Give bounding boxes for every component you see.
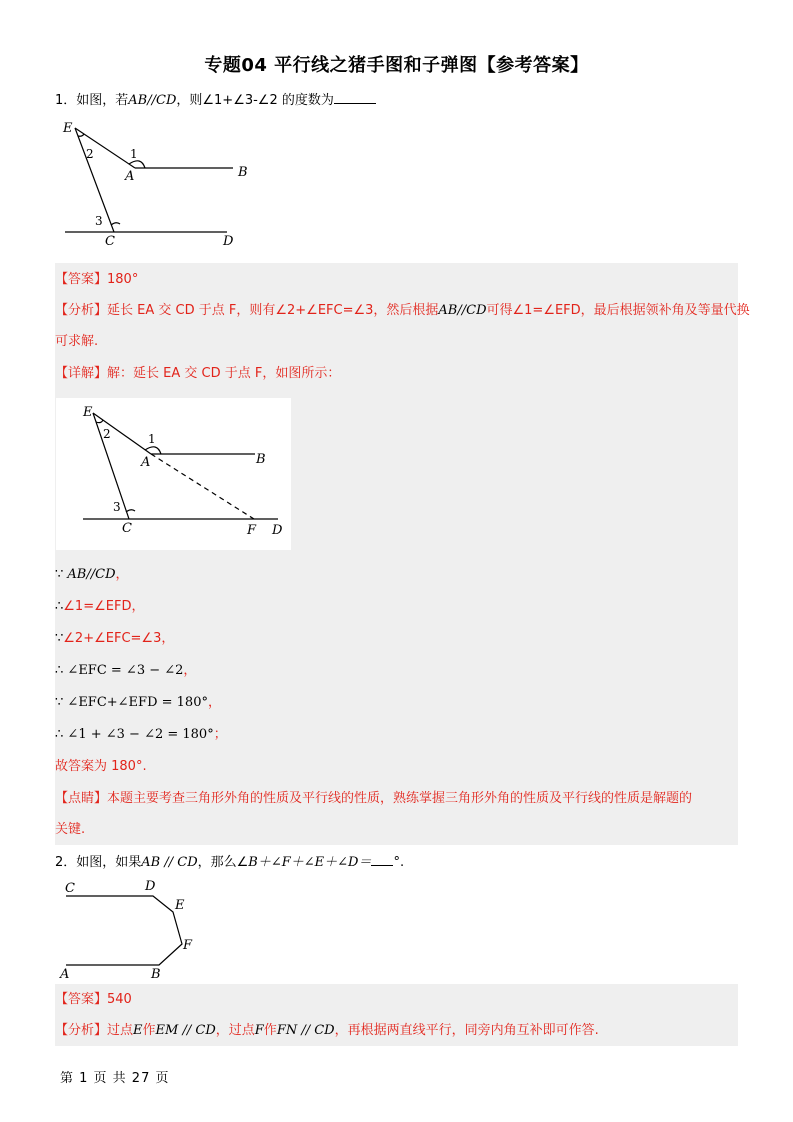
question-number: 2． <box>55 855 77 870</box>
analysis-tag: 【分析】 <box>55 1023 108 1038</box>
label-angle-2: 2 <box>103 427 111 441</box>
step-punct: ， <box>207 695 221 710</box>
therefore-symbol: ∴ <box>55 727 64 742</box>
math-expression: ∠EFC+∠EFD = 180° <box>67 695 208 710</box>
comment-text: 本题主要考查三角形外角的性质及平行线的性质，熟练掌握三角形外角的性质及平行线的性质是解题的 <box>107 791 693 806</box>
label-e: E <box>63 121 73 136</box>
label-c: C <box>122 521 132 536</box>
math-expression: E <box>133 1023 143 1038</box>
step-punct: ， <box>115 567 129 582</box>
math-expression: EM // CD <box>155 1023 216 1038</box>
because-symbol: ∵ <box>55 631 64 646</box>
line-ea <box>75 128 135 168</box>
label-d: D <box>145 879 156 894</box>
step-4 <box>55 662 196 680</box>
solution-1-panel <box>55 263 738 845</box>
question-text: 如图，若 <box>76 93 129 108</box>
question-text: °. <box>393 855 405 870</box>
step-5 <box>55 694 221 712</box>
label-e: E <box>175 898 185 913</box>
answer-value: 540 <box>107 992 132 1007</box>
question-text: 如图，如果 <box>76 855 142 870</box>
label-b: B <box>238 165 248 180</box>
analysis-text: 作 <box>263 1023 277 1038</box>
angle-1-arc <box>129 161 145 168</box>
detail-1 <box>55 365 340 383</box>
step-2 <box>55 598 144 616</box>
analysis-text: 可得∠1=∠EFD，最后根据领补角及等量代换 <box>486 303 750 318</box>
step-punct: ； <box>213 727 227 742</box>
label-b: B <box>151 967 161 982</box>
analysis-text: 延长 EA 交 CD 于点 F，则有∠2+∠EFC=∠3，然后根据 <box>107 303 439 318</box>
label-angle-1: 1 <box>148 432 156 446</box>
bullet-shape <box>66 896 182 965</box>
label-a: A <box>141 455 151 470</box>
step-1 <box>55 566 129 584</box>
answer-tag: 【答案】 <box>55 992 108 1007</box>
label-b: B <box>256 452 266 467</box>
line-ec <box>93 413 129 519</box>
math-expression: AB//CD <box>128 93 177 108</box>
label-a: A <box>60 967 70 982</box>
math-expression: ∠EFC = ∠3 − ∠2 <box>67 663 184 678</box>
step-6 <box>55 726 227 744</box>
analysis-tag: 【分析】 <box>55 303 108 318</box>
step-3 <box>55 630 174 648</box>
detail-tag: 【详解】 <box>55 366 108 381</box>
analysis-text: 过点 <box>107 1023 134 1038</box>
angle-3-arc <box>111 223 120 225</box>
because-symbol: ∵ <box>55 695 64 710</box>
label-e: E <box>83 405 93 420</box>
answer-blank <box>371 853 393 866</box>
step-text: ∠1=∠EFD， <box>63 599 145 614</box>
label-angle-2: 2 <box>86 147 94 161</box>
answer-value: 180° <box>107 272 139 287</box>
answer-1 <box>55 271 138 289</box>
answer-tag: 【答案】 <box>55 272 108 287</box>
angle-2-arc <box>96 420 103 423</box>
label-c: C <box>65 881 75 896</box>
analysis-2 <box>55 1022 599 1040</box>
question-number: 1． <box>55 93 77 108</box>
comment-tag: 【点睛】 <box>55 791 108 806</box>
question-2 <box>55 853 404 872</box>
comment-1-line-1 <box>55 790 692 808</box>
therefore-symbol: ∴ <box>55 599 64 614</box>
question-1 <box>55 91 376 110</box>
angle-3-arc <box>126 510 135 512</box>
math-expression: AB//CD <box>67 567 116 582</box>
answer-2 <box>55 991 132 1009</box>
analysis-text: ，再根据两直线平行，同旁内角互补即可作答. <box>334 1023 599 1038</box>
label-angle-1: 1 <box>130 147 138 161</box>
step-punct: ， <box>183 663 197 678</box>
analysis-1-line-1 <box>55 302 750 320</box>
question-text: ，则∠1+∠3-∠2 的度数为 <box>176 93 334 108</box>
angle-2-arc <box>78 134 84 136</box>
math-expression: F <box>254 1023 264 1038</box>
figure-1 <box>55 118 275 253</box>
page-footer: 第 1 页 共 27 页 <box>60 1071 170 1086</box>
analysis-1-line-2: 可求解. <box>55 334 99 349</box>
page-title: 专题04 平行线之猪手图和子弹图【参考答案】 <box>204 55 589 76</box>
detail-text: 解：延长 EA 交 CD 于点 F，如图所示： <box>107 366 341 381</box>
label-angle-3: 3 <box>95 214 103 228</box>
label-angle-3: 3 <box>113 500 121 514</box>
math-expression: AB // CD <box>141 855 198 870</box>
line-ea <box>93 413 151 454</box>
analysis-text: ，过点 <box>215 1023 255 1038</box>
label-a: A <box>125 169 135 184</box>
math-expression: B＋∠F＋∠E＋∠D＝ <box>248 855 372 870</box>
answer-blank <box>334 91 376 104</box>
math-expression: FN // CD <box>276 1023 335 1038</box>
figure-1b <box>56 398 291 550</box>
figure-2 <box>55 876 215 982</box>
math-expression: AB//CD <box>438 303 487 318</box>
label-d: D <box>272 523 283 538</box>
because-symbol: ∵ <box>55 567 64 582</box>
label-c: C <box>105 234 115 249</box>
analysis-text: 作 <box>142 1023 156 1038</box>
label-d: D <box>223 234 234 249</box>
angle-1-arc <box>145 447 161 454</box>
comment-1-line-2: 关键. <box>55 822 86 837</box>
label-f: F <box>247 523 257 538</box>
therefore-symbol: ∴ <box>55 663 64 678</box>
question-text: ，那么∠ <box>197 855 249 870</box>
line-af-dashed <box>151 454 254 519</box>
step-text: ∠2+∠EFC=∠3， <box>63 631 175 646</box>
conclusion-1: 故答案为 180°. <box>55 759 147 774</box>
label-f: F <box>183 938 193 953</box>
math-expression: ∠1 + ∠3 − ∠2 = 180° <box>67 727 214 742</box>
